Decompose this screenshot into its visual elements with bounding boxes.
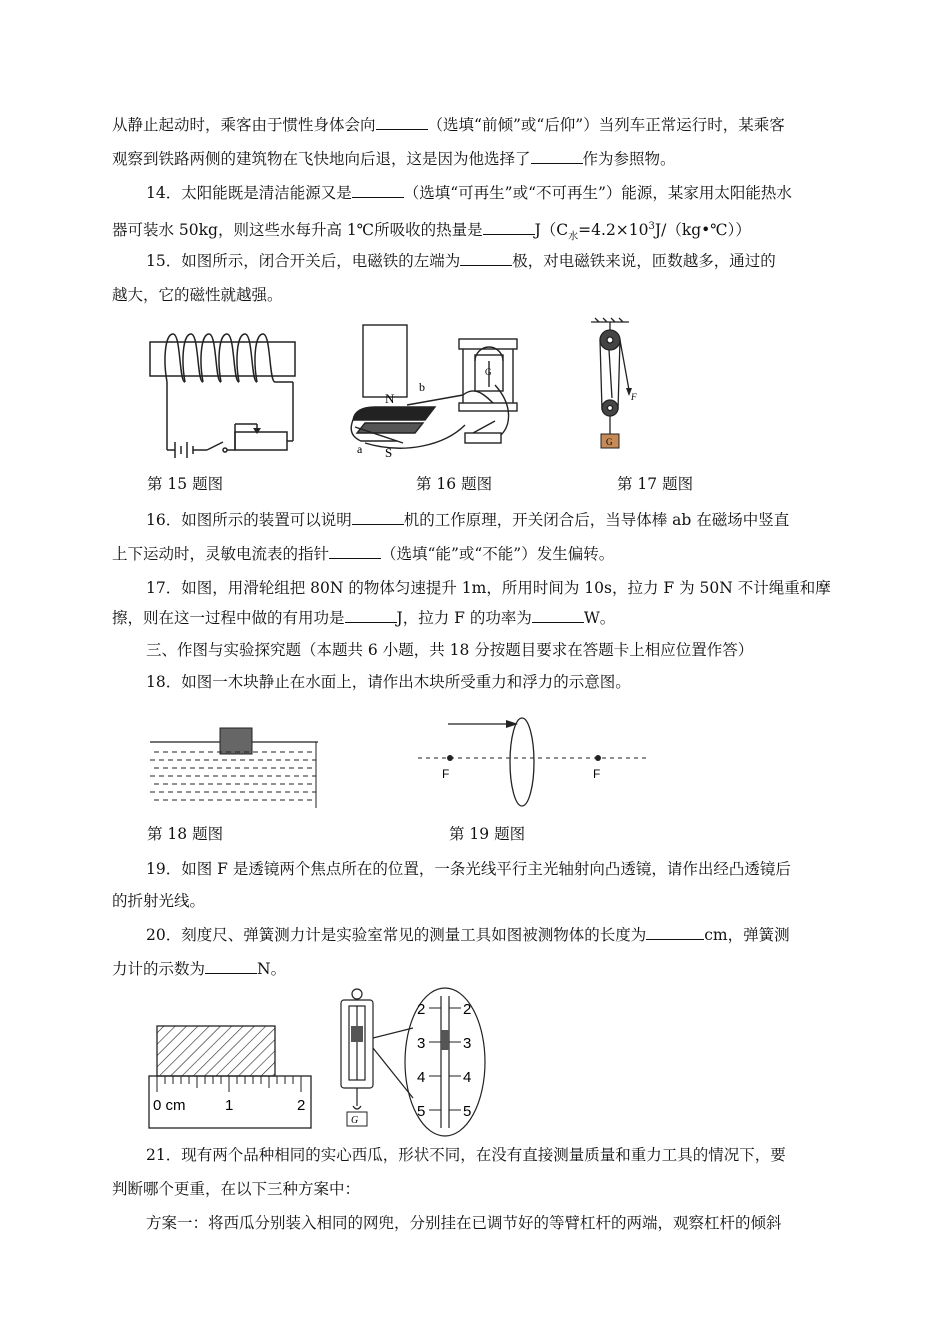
q20-line2: 力计的示数为 N。	[112, 952, 840, 986]
q19-line1: 19．如图 F 是透镜两个焦点所在的位置，一条光线平行主光轴射向凸透镜，请作出经凸透镜后	[146, 860, 791, 878]
q13-line1: 从静止起动时，乘客由于惯性身体会向 （选填“前倾”或“后仰”）当列车正常运行时，某乘客	[112, 108, 840, 142]
blank[interactable]	[483, 216, 535, 235]
scale-5-left: 5	[417, 1103, 426, 1120]
q17-line2: 擦，则在这一过程中做的有用功是 J，拉力 F 的功率为 W。	[112, 601, 840, 635]
label-G-weight: G	[351, 1115, 359, 1126]
q21-line3: 方案一：将西瓜分别装入相同的网兜，分别挂在已调节好的等臂杠杆的两端，观察杠杆的倾斜	[146, 1214, 782, 1232]
blank[interactable]	[532, 604, 584, 623]
scale-5-right: 5	[463, 1103, 472, 1120]
q20-line1: 20．刻度尺、弹簧测力计是实验室常见的测量工具如图被测物体的长度为 cm，弹簧测	[112, 918, 874, 952]
q14-line2: 器可装水 50kg，则这些水每升高 1℃所吸收的热量是 $J(C_水=4.2\times 10^3J/(kg•℃))$	[112, 210, 840, 254]
blank[interactable]	[460, 247, 512, 266]
scale-3-left: 3	[417, 1035, 426, 1052]
label-N: N	[385, 391, 395, 406]
caption-fig15: 第 15 题图	[147, 475, 224, 493]
blank[interactable]	[205, 955, 257, 974]
q13-line2: 观察到铁路两侧的建筑物在飞快地向后退，这是因为他选择了 作为参照物。	[112, 142, 840, 176]
q18-line: 18．如图一木块静止在水面上，请作出木块所受重力和浮力的示意图。	[146, 673, 631, 691]
q16-line1: 16．如图所示的装置可以说明 机的工作原理，开关闭合后，当导体棒 ab 在磁场中竖直	[112, 503, 874, 537]
blank[interactable]	[329, 540, 381, 559]
section-3-heading: 三、作图与实验探究题（本题共 6 小题，共 18 分按题目要求在答题卡上相应位置作答）	[146, 641, 754, 659]
figure-17	[585, 318, 645, 458]
q16-line2: 上下运动时，灵敏电流表的指针 （选填“能”或“不能”）发生偏转。	[112, 537, 840, 571]
ruler-label-0cm: 0 cm	[153, 1097, 186, 1114]
q15-line2: 越大，它的磁性就越强。	[112, 286, 283, 304]
q17-line1: 17．如图，用滑轮组把 80N 的物体匀速提升 1m，所用时间为 10s，拉力 F 为 50N 不计绳重和摩	[146, 579, 831, 597]
label-S: S	[385, 445, 393, 460]
scale-3-right: 3	[463, 1035, 472, 1052]
blank[interactable]	[352, 506, 404, 525]
q19-line2: 的折射光线。	[112, 892, 206, 910]
figure-20	[145, 988, 495, 1138]
label-G: G	[606, 437, 613, 447]
scale-2-left: 2	[417, 1001, 426, 1018]
label-G-meter: G	[485, 367, 492, 377]
label-F-right: F	[593, 767, 601, 781]
label-F: F	[631, 392, 637, 402]
figure-16	[345, 325, 520, 465]
ruler-label-1: 1	[225, 1097, 234, 1114]
q21-line1: 21．现有两个品种相同的实心西瓜，形状不同，在没有直接测量质量和重力工具的情况下，要	[146, 1146, 786, 1164]
scale-2-right: 2	[463, 1001, 472, 1018]
q15-line1: 15．如图所示，闭合开关后，电磁铁的左端为 极，对电磁铁来说，匝数越多，通过的	[112, 244, 874, 278]
caption-fig17: 第 17 题图	[617, 475, 694, 493]
q21-line2: 判断哪个更重，在以下三种方案中：	[112, 1180, 361, 1198]
label-b: b	[419, 380, 425, 394]
label-F-left: F	[442, 767, 450, 781]
blank[interactable]	[646, 921, 704, 940]
scale-4-left: 4	[417, 1069, 426, 1086]
label-a: a	[357, 442, 363, 456]
blank[interactable]	[352, 179, 404, 198]
q14-line1: 14．太阳能既是清洁能源又是 （选填“可再生”或“不可再生”）能源，某家用太阳能热水	[112, 176, 874, 210]
figure-19	[418, 716, 648, 814]
blank[interactable]	[531, 145, 583, 164]
blank[interactable]	[376, 111, 428, 130]
figure-15	[145, 320, 305, 460]
caption-fig19: 第 19 题图	[449, 825, 526, 843]
figure-18	[150, 726, 320, 810]
blank[interactable]	[345, 604, 397, 623]
scale-4-right: 4	[463, 1069, 472, 1086]
ruler-label-2: 2	[297, 1097, 306, 1114]
caption-fig18: 第 18 题图	[147, 825, 224, 843]
caption-fig16: 第 16 题图	[416, 475, 493, 493]
